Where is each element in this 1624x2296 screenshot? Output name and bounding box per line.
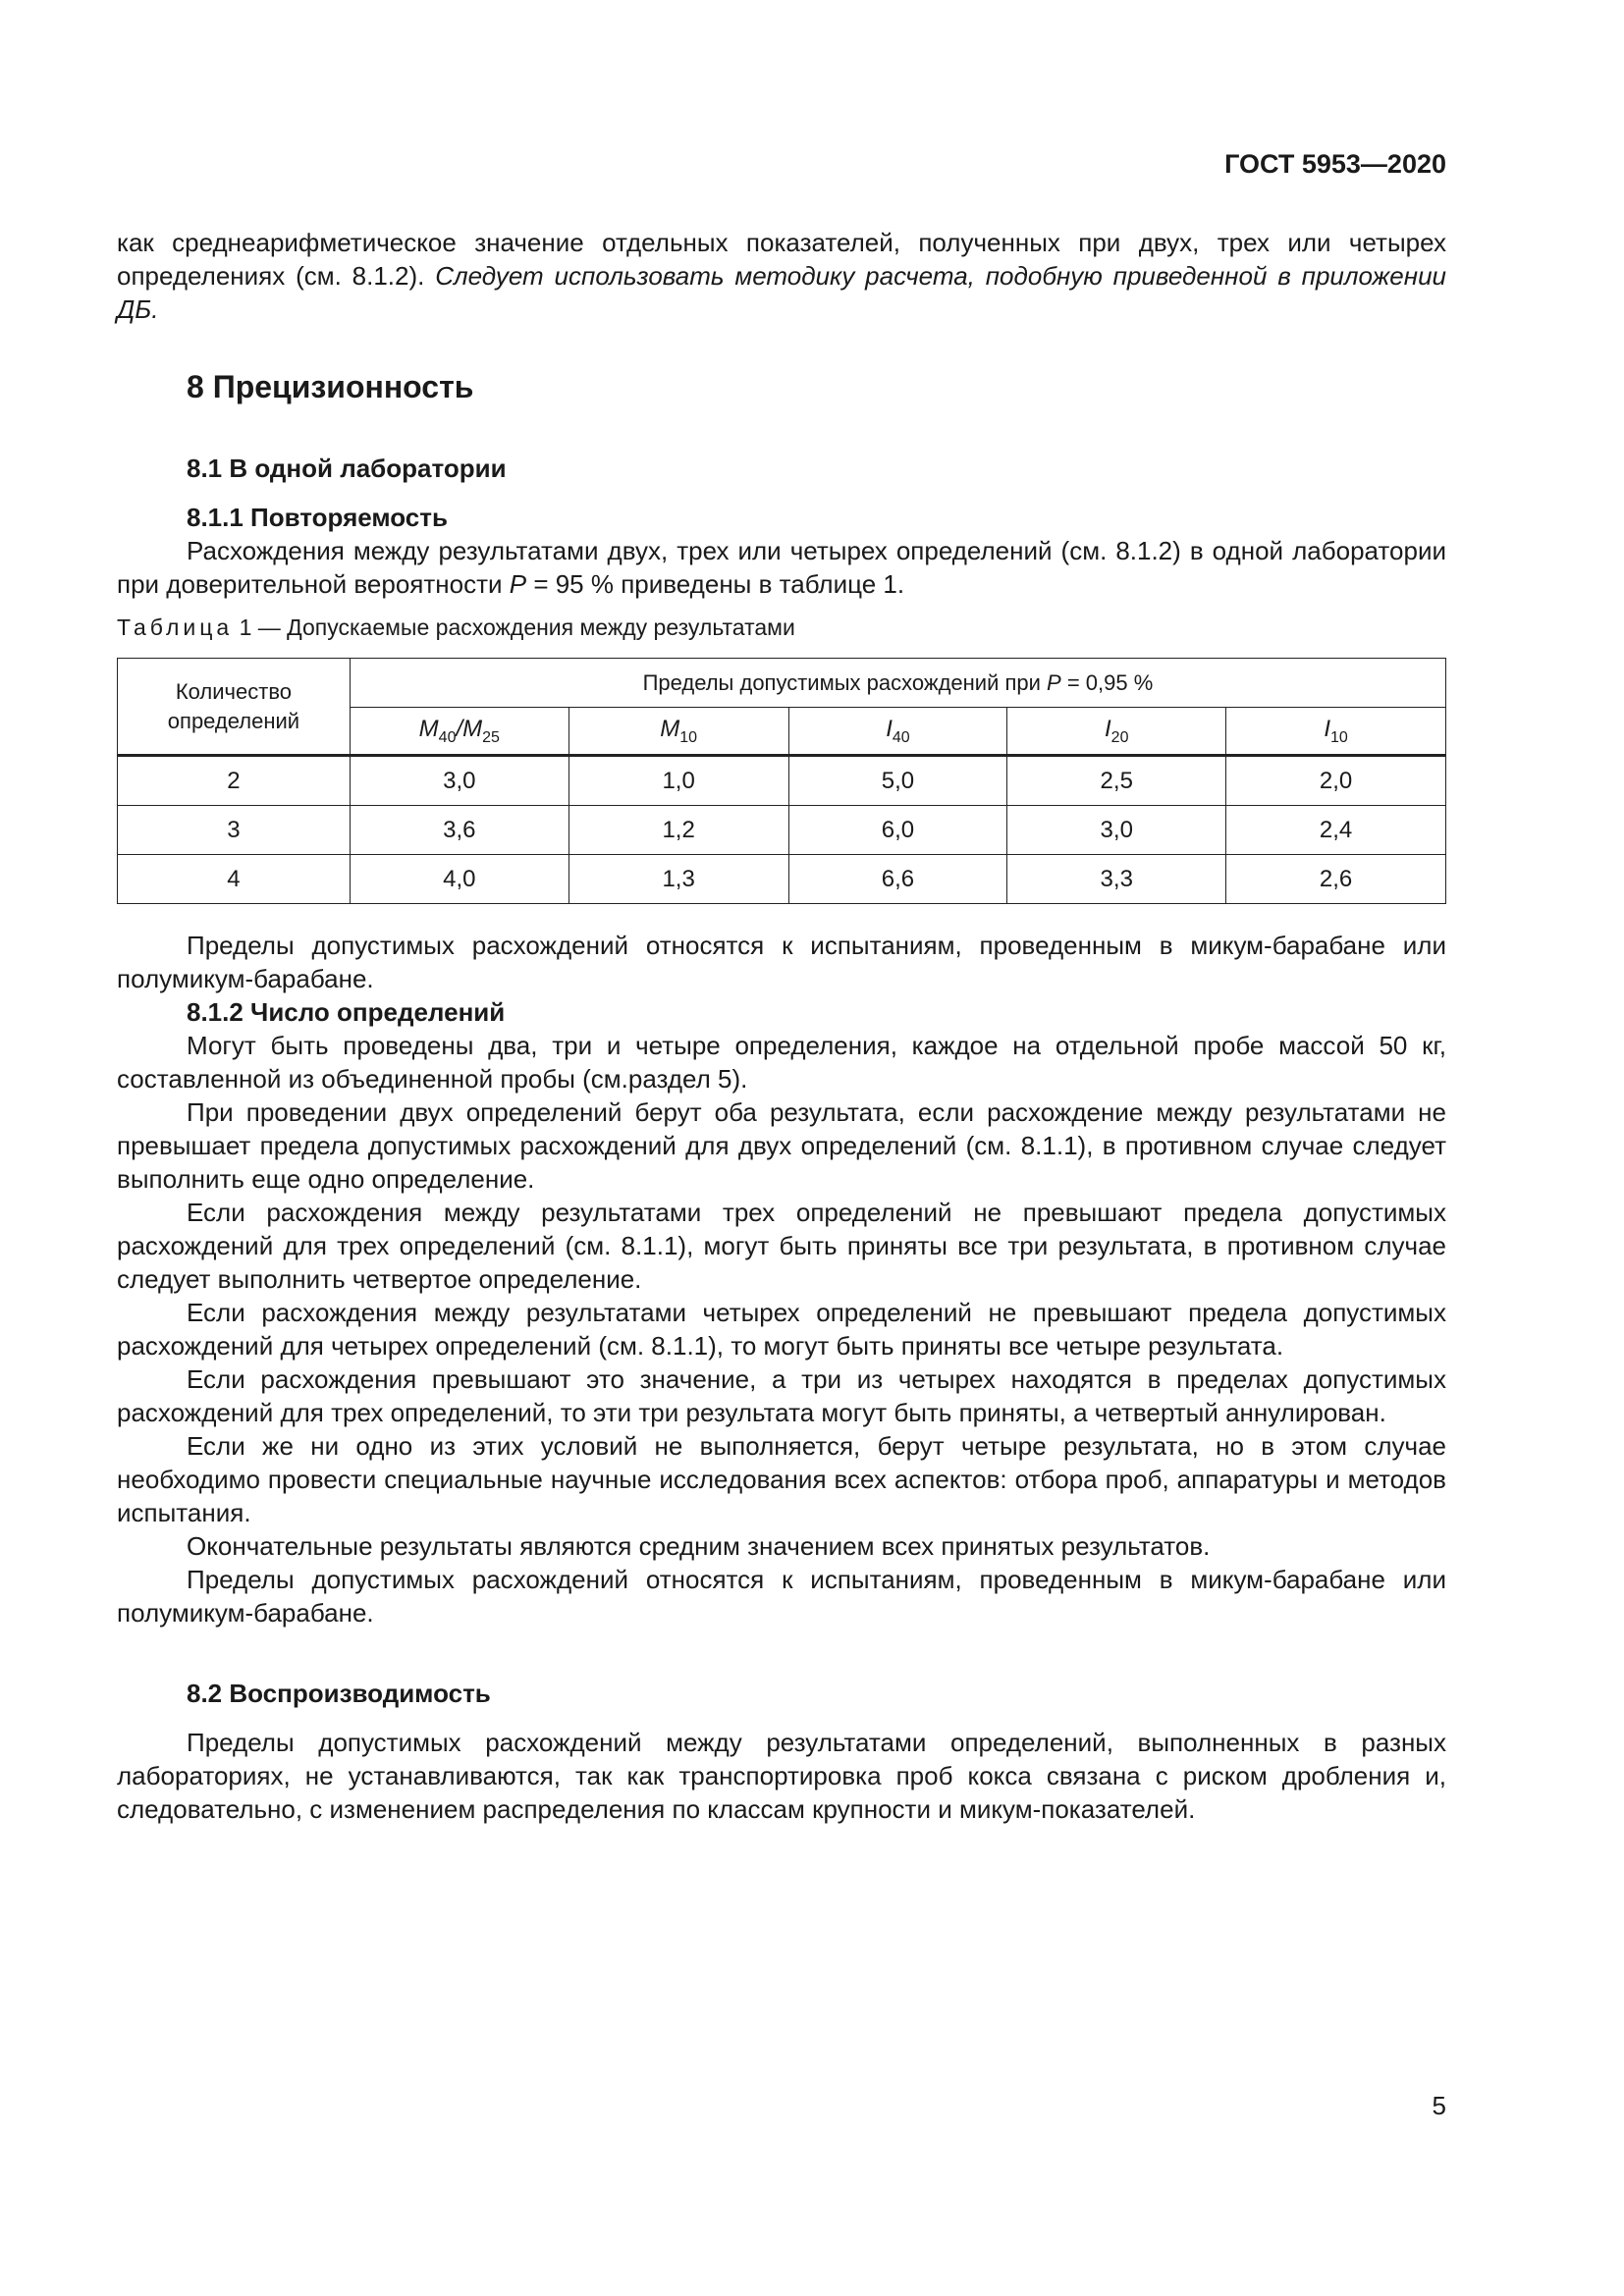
determinations-paragraph-6: Если же ни одно из этих условий не выполняется, берут четыре результата, но в этом случае необходимо провести специальные научные исследования всех аспектов: отбора проб, аппаратуры и методов испытания. (117, 1431, 1446, 1527)
col-extra-base: /M (456, 715, 483, 742)
determinations-paragraph-2: При проведении двух определений берут оба результата, если расхождение между результатами не превышает предела допустимых расхождений для двух определений (см. 8.1.1), в противном случае следует выполнить еще одно определение. (117, 1097, 1446, 1194)
determinations-paragraph-1: Могут быть проведены два, три и четыре определения, каждое на отдельной пробе массой 50 кг, составленной из объединенной пробы (см.раздел 5). (117, 1031, 1446, 1094)
intro-italic-text: Следует использовать методику расчета, подобную приведенной в приложении ДБ. (117, 261, 1446, 324)
col-base: I (1324, 715, 1330, 742)
repeatability-paragraph (117, 534, 1446, 601)
section-8-2-title: 8.2 Воспроизводимость (187, 1679, 491, 1708)
section-8-2 (117, 1677, 1446, 1826)
section-8-title: 8 Прецизионность (187, 369, 474, 404)
column-header-i20 (1007, 708, 1226, 756)
table-cell: 3,3 (1007, 855, 1226, 904)
col-sub: 40 (438, 728, 457, 746)
col-sub: 40 (892, 728, 910, 746)
reproducibility-paragraph: Пределы допустимых расхождений между результатами определений, выполненных в разных лабораториях, не устанавливаются, так как транспортировка проб кокса связана с риском дробления и, следовательно, с изменением распределения по классам крупности и микум-показателей. (117, 1728, 1446, 1824)
section-8-1 (117, 452, 1446, 601)
col-base: I (886, 715, 893, 742)
col-sub: 20 (1110, 728, 1129, 746)
table-cell: 4 (118, 855, 351, 904)
table-cell: 2,4 (1226, 806, 1446, 855)
column-header-m40-m25 (350, 708, 568, 756)
col-sub: 10 (1330, 728, 1348, 746)
table-cell: 2,0 (1226, 756, 1446, 806)
limits-group-header (350, 659, 1445, 708)
count-column-header: Количество определений (118, 659, 351, 756)
col-base: I (1105, 715, 1111, 742)
table-caption (117, 614, 795, 641)
col-base: M (418, 715, 439, 742)
table-cell: 2 (118, 756, 351, 806)
table-caption-text: 1 — Допускаемые расхождения между результатами (233, 614, 795, 640)
limits-header-text-a: Пределы допустимых расхождений при (642, 669, 1048, 695)
table-cell: 3 (118, 806, 351, 855)
table-row (118, 756, 1446, 806)
table-cell: 1,2 (568, 806, 788, 855)
determinations-paragraph-8: Пределы допустимых расхождений относятся к испытаниям, проведенным в микум-барабане или полумикум-барабане. (117, 1565, 1446, 1628)
repeatability-text-a: Расхождения между результатами двух, трех или четырех определений (см. 8.1.2) в одной лаборатории при доверительной вероятности (117, 536, 1446, 599)
intro-paragraph (117, 226, 1446, 326)
post-table-content (117, 929, 1446, 1629)
limits-note-paragraph: Пределы допустимых расхождений относятся к испытаниям, проведенным в микум-барабане или полумикум-барабане. (117, 931, 1446, 993)
col-sub: 10 (679, 728, 698, 746)
determinations-paragraph-3: Если расхождения между результатами трех определений не превышают предела допустимых расхождений для трех определений (см. 8.1.1), могут быть приняты все три результата, в противном случае следует выполнить четвертое определение. (117, 1198, 1446, 1294)
determinations-paragraph-7: Окончательные результаты являются средним значением всех принятых результатов. (187, 1531, 1211, 1561)
table-cell: 2,6 (1226, 855, 1446, 904)
section-8-1-1-title: 8.1.1 Повторяемость (187, 503, 448, 532)
column-header-i10 (1226, 708, 1446, 756)
document-id-header: ГОСТ 5953—2020 (1224, 149, 1446, 179)
table-cell: 6,6 (788, 855, 1007, 904)
table-cell: 2,5 (1007, 756, 1226, 806)
col-extra-sub: 25 (482, 728, 500, 746)
table-caption-label: Таблица (117, 614, 234, 640)
column-header-i40 (788, 708, 1007, 756)
page-number: 5 (1432, 2091, 1446, 2120)
table-cell: 3,0 (350, 756, 568, 806)
intro-text: как среднеарифметическое значение отдельных показателей, полученных при двух, трех или четырех определениях (см. 8.1.2). (117, 228, 1446, 291)
table-cell: 5,0 (788, 756, 1007, 806)
table-cell: 1,0 (568, 756, 788, 806)
table-cell: 3,0 (1007, 806, 1226, 855)
limits-header-variable: P (1047, 669, 1061, 695)
determinations-paragraph-4: Если расхождения между результатами четырех определений не превышают предела допустимых расхождений для четырех определений (см. 8.1.1), то могут быть приняты все четыре результата. (117, 1298, 1446, 1361)
table-cell: 3,6 (350, 806, 568, 855)
col-base: M (660, 715, 680, 742)
limits-header-text-b: = 0,95 % (1060, 669, 1154, 695)
column-header-m10 (568, 708, 788, 756)
tolerance-table (117, 658, 1446, 904)
table-cell: 6,0 (788, 806, 1007, 855)
table-row (118, 806, 1446, 855)
repeatability-text-b: = 95 % приведены в таблице 1. (526, 569, 905, 599)
section-8-1-title: 8.1 В одной лаборатории (187, 454, 507, 483)
determinations-paragraph-5: Если расхождения превышают это значение, а три из четырех находятся в пределах допустимых расхождений для трех определений, то эти три результата могут быть приняты, а четвертый аннулирован. (117, 1364, 1446, 1427)
table-cell: 4,0 (350, 855, 568, 904)
section-8-1-2-title: 8.1.2 Число определений (187, 997, 506, 1027)
probability-variable: P (509, 569, 527, 599)
table-cell: 1,3 (568, 855, 788, 904)
table-row (118, 855, 1446, 904)
